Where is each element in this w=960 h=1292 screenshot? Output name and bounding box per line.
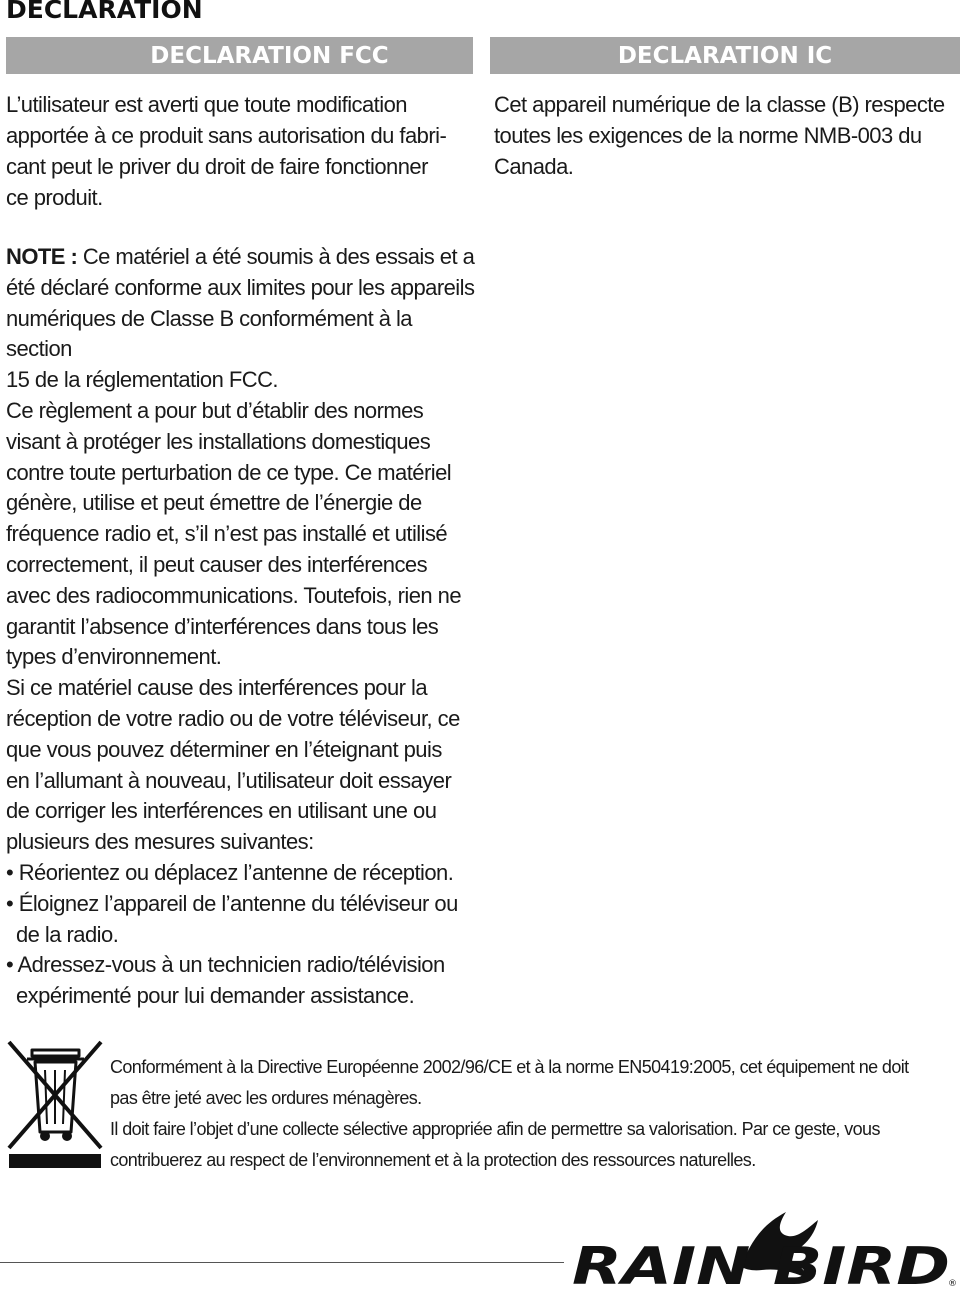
text-line: Ce règlement a pour but d’établir des normes (6, 397, 424, 423)
text-line: Cet appareil numérique de la classe (B) respecte (494, 92, 945, 117)
text-line: 15 de la réglementation FCC. (6, 367, 278, 393)
text-line: fréquence radio et, s’il n’est pas installé et utilisé (6, 521, 448, 547)
text-line: visant à protéger les installations domestiques (6, 428, 431, 454)
rain-bird-logo (572, 1208, 957, 1292)
ic-paragraph (494, 89, 954, 182)
text-line: types d’environnement. (6, 644, 222, 670)
bullet-item: • Réorientez ou déplacez l’antenne de réception. (6, 859, 454, 885)
text-line: contribuerez au respect de l’environnement et à la protection des ressources naturelles. (110, 1150, 756, 1170)
text-line: correctement, il peut causer des interférences (6, 551, 428, 577)
text-line: numériques de Classe B conformément à la section (6, 305, 412, 362)
ic-banner: DECLARATION IC (490, 37, 960, 74)
logo-text: RAIN BIRD (572, 1237, 950, 1292)
text-line: été déclaré conforme aux limites pour les appareils (6, 274, 475, 300)
text-line: Il doit faire l’objet d’une collecte sélective appropriée afin de permettre sa valorisation. Par ce geste, vous (110, 1119, 880, 1139)
bullet-item: • Adressez-vous à un technicien radio/télévision expérimenté pour lui demander assistance. (6, 952, 445, 1009)
text-line: cant peut le priver du droit de faire fonctionner (6, 154, 428, 179)
registered-mark: ® (948, 1279, 957, 1289)
text-line: L’utilisateur est averti que toute modification (6, 92, 407, 117)
crossed-out-wheelie-bin-icon (5, 1036, 105, 1172)
text-line: réception de votre radio ou de votre téléviseur, ce (6, 705, 460, 731)
text-line: garantit l’absence d’interférences dans tous les (6, 613, 439, 639)
text-line: de corriger les interférences en utilisant une ou (6, 798, 437, 824)
text-line: ce produit. (6, 185, 103, 210)
text-line: apportée à ce produit sans autorisation du fabri- (6, 123, 447, 148)
text-line: contre toute perturbation de ce type. Ce matériel (6, 459, 452, 485)
note-label: NOTE : (6, 244, 78, 269)
fcc-warning-paragraph (6, 89, 461, 213)
text-line: que vous pouvez déterminer en l’éteignant puis (6, 736, 442, 762)
text-line: plusieurs des mesures suivantes: (6, 829, 314, 855)
footer-divider (0, 1262, 564, 1263)
text-line: toutes les exigences de la norme NMB-003 du (494, 123, 922, 148)
text-line: Si ce matériel cause des interférences pour la (6, 675, 428, 701)
bullet-item: • Éloignez l’appareil de l’antenne du téléviseur ou de la radio. (6, 890, 458, 947)
fcc-note-section (6, 242, 476, 1012)
page-title: DECLARATION (6, 0, 203, 24)
weee-notice (110, 1052, 960, 1176)
text-line: pas être jeté avec les ordures ménagères. (110, 1088, 422, 1108)
text-line (6, 242, 476, 273)
text-line: avec des radiocommunications. Toutefois, rien ne (6, 582, 462, 608)
text-line: Canada. (494, 154, 574, 179)
fcc-banner: DECLARATION FCC (6, 37, 473, 74)
note-text: Ce matériel a été soumis à des essais et a (77, 244, 475, 269)
text-line: en l’allumant à nouveau, l’utilisateur doit essayer (6, 767, 452, 793)
text-line: Conformément à la Directive Européenne 2002/96/CE et à la norme EN50419:2005, cet équipement ne doit (110, 1057, 909, 1077)
text-line: génère, utilise et peut émettre de l’énergie de (6, 490, 422, 516)
